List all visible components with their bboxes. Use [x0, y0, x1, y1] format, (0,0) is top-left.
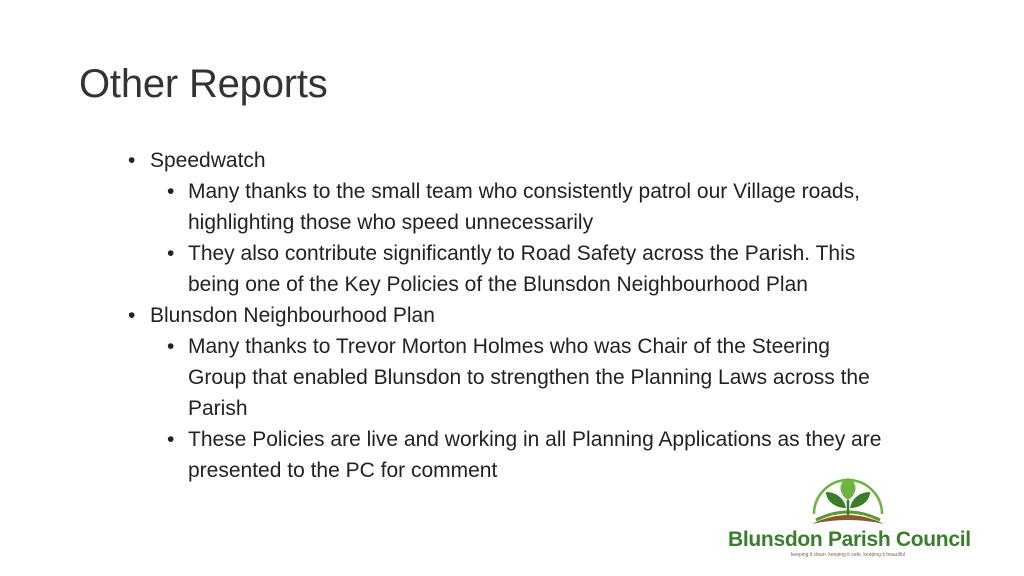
parish-council-logo: [728, 474, 971, 566]
sub-bullet-list: [167, 176, 888, 300]
sub-bullet-text: They also contribute significantly to Road Safety across the Parish. This being one of the Key Policies of the Blunsdon Neighbourhood Plan: [188, 242, 856, 296]
bullet-icon: •: [128, 149, 136, 172]
bullet-icon: •: [128, 304, 136, 327]
slide-body: [128, 145, 888, 486]
bullet-text: Blunsdon Neighbourhood Plan: [150, 304, 435, 327]
bullet-text: Speedwatch: [150, 149, 266, 172]
bullet-icon: •: [167, 242, 175, 265]
bullet-icon: •: [167, 180, 175, 203]
sub-bullet-item: [167, 331, 888, 424]
logo-name: Blunsdon Parish Council: [728, 528, 971, 551]
slide-title: Other Reports: [79, 62, 328, 106]
sub-bullet-text: Many thanks to the small team who consistently patrol our Village roads, highlighting those who speed unnecessarily: [188, 180, 860, 234]
logo-tagline: keeping it clean, keeping it safe, keeping it beautiful: [790, 552, 906, 558]
sub-bullet-item: [167, 176, 888, 238]
bullet-list: [128, 145, 888, 486]
bullet-icon: •: [167, 428, 175, 451]
leaf-sprout-logo-icon: [806, 474, 890, 530]
bullet-item-neighbourhood-plan: [128, 300, 888, 486]
sub-bullet-text: These Policies are live and working in all Planning Applications as they are presented to the PC for comment: [188, 428, 882, 482]
sub-bullet-text: Many thanks to Trevor Morton Holmes who was Chair of the Steering Group that enabled Blunsdon to strengthen the Planning Laws across the Parish: [188, 335, 870, 420]
bullet-item-speedwatch: [128, 145, 888, 300]
sub-bullet-list: [167, 331, 888, 486]
bullet-icon: •: [167, 335, 175, 358]
sub-bullet-item: [167, 238, 888, 300]
